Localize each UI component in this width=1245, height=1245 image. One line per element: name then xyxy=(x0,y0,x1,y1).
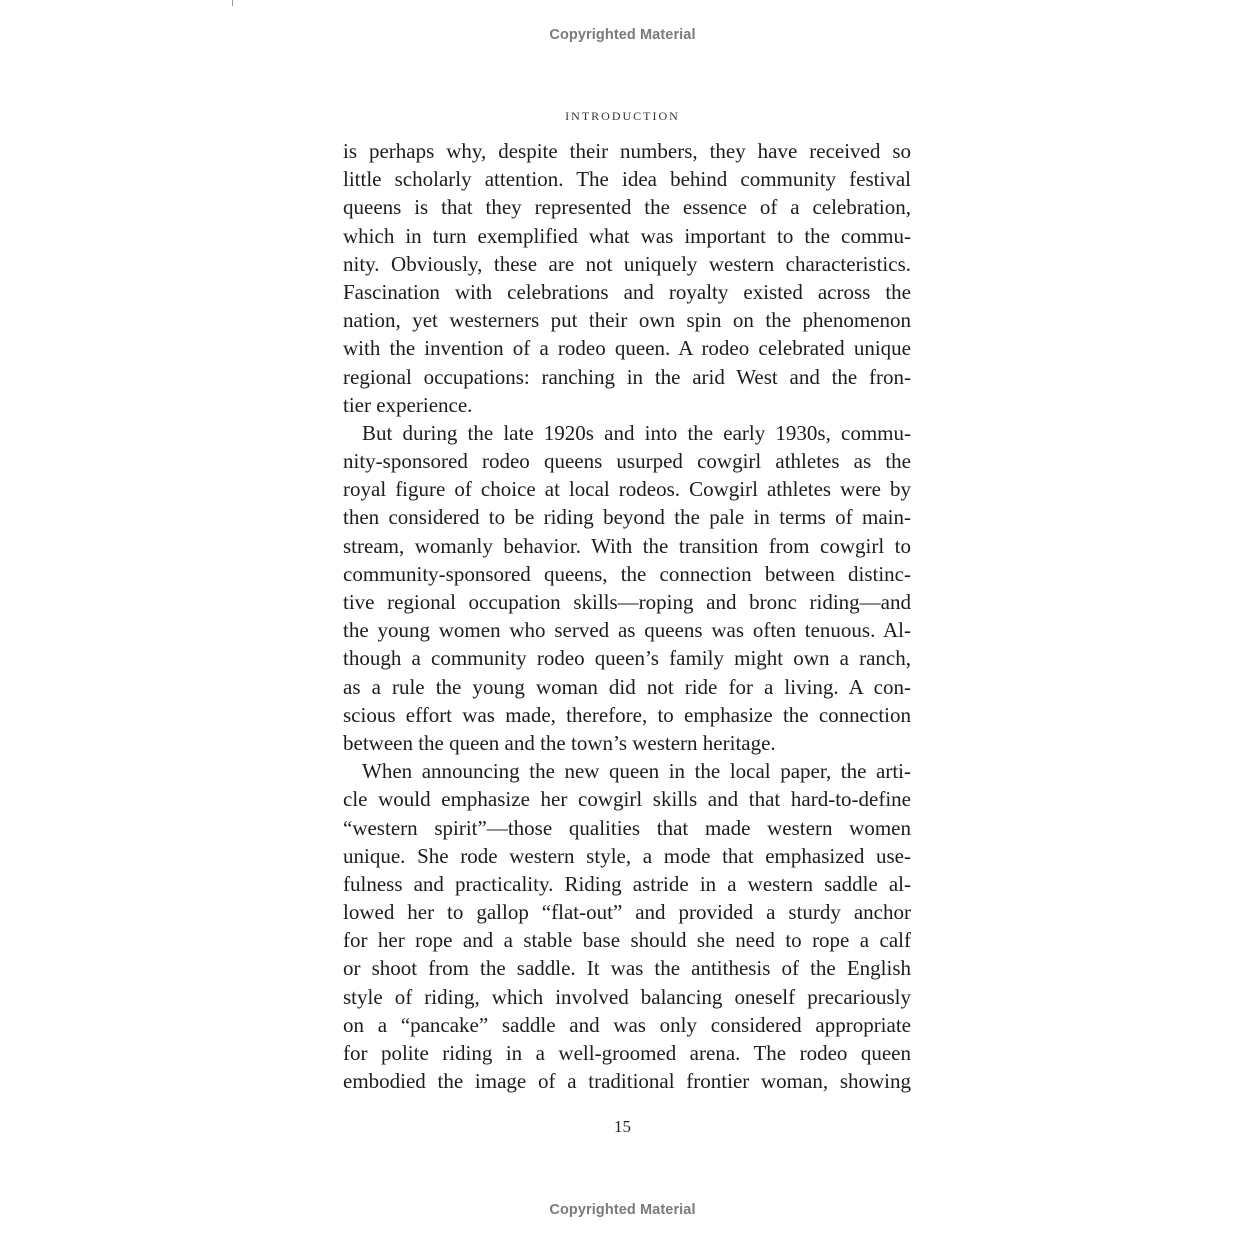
paragraph xyxy=(343,137,911,419)
paragraph xyxy=(343,757,911,1095)
text-line: nity. Obviously, these are not uniquely western characteristics. xyxy=(343,251,911,276)
text-line: nity-sponsored rodeo queens usurped cowgirl athletes as the xyxy=(343,449,911,474)
running-head: INTRODUCTION xyxy=(565,109,680,123)
text-line: nation, yet westerners put their own spin on the phenomenon xyxy=(343,308,911,333)
text-line: which in turn exemplified what was important to the commu- xyxy=(343,223,911,248)
text-line: regional occupations: ranching in the arid West and the fron- xyxy=(343,364,911,389)
text-line: cle would emphasize her cowgirl skills and that hard-to-define xyxy=(343,787,911,812)
text-line: for her rope and a stable base should she need to rope a calf xyxy=(343,928,911,953)
text-line: community-sponsored queens, the connection between distinc- xyxy=(343,561,911,586)
copyright-watermark-top: Copyrighted Material xyxy=(549,27,696,43)
text-line: When announcing the new queen in the local paper, the arti- xyxy=(362,759,911,784)
text-line: the young women who served as queens was often tenuous. Al- xyxy=(343,618,911,643)
text-line: with the invention of a rodeo queen. A rodeo celebrated unique xyxy=(343,336,911,361)
text-line: But during the late 1920s and into the early 1930s, commu- xyxy=(362,420,911,445)
text-line: as a rule the young woman did not ride for a living. A con- xyxy=(343,674,911,699)
text-line: stream, womanly behavior. With the transition from cowgirl to xyxy=(343,533,911,558)
text-line: for polite riding in a well-groomed arena. The rodeo queen xyxy=(343,1041,911,1065)
text-line: tive regional occupation skills—roping and bronc riding—and xyxy=(343,590,911,614)
text-line: on a “pancake” saddle and was only considered appropriate xyxy=(343,1012,911,1037)
text-line: unique. She rode western style, a mode that emphasized use- xyxy=(343,843,911,868)
text-line: style of riding, which involved balancing oneself precariously xyxy=(343,984,911,1009)
paragraph xyxy=(343,419,911,757)
text-line: then considered to be riding beyond the pale in terms of main- xyxy=(343,505,911,530)
copyright-watermark-bottom: Copyrighted Material xyxy=(549,1202,696,1218)
text-line: fulness and practicality. Riding astride in a western saddle al- xyxy=(343,871,911,896)
text-line: scious effort was made, therefore, to emphasize the connection xyxy=(343,702,911,727)
text-line: embodied the image of a traditional frontier woman, showing xyxy=(343,1069,911,1094)
crop-mark xyxy=(232,0,233,6)
text-line: tier experience. xyxy=(343,392,473,417)
text-line: lowed her to gallop “flat-out” and provided a sturdy anchor xyxy=(343,900,911,925)
text-line: queens is that they represented the essence of a celebration, xyxy=(343,195,911,220)
body-text xyxy=(343,137,911,1095)
text-line: Fascination with celebrations and royalty existed across the xyxy=(343,279,911,304)
text-line: or shoot from the saddle. It was the antithesis of the English xyxy=(343,956,911,981)
text-line: is perhaps why, despite their numbers, they have received so xyxy=(343,139,911,163)
text-line: “western spirit”—those qualities that made western women xyxy=(343,815,911,840)
text-line: little scholarly attention. The idea behind community festival xyxy=(343,167,911,192)
text-line: royal figure of choice at local rodeos. Cowgirl athletes were by xyxy=(343,477,911,502)
text-line: between the queen and the town’s western heritage. xyxy=(343,730,776,755)
text-line: though a community rodeo queen’s family might own a ranch, xyxy=(343,646,911,671)
page-number: 15 xyxy=(614,1117,631,1136)
